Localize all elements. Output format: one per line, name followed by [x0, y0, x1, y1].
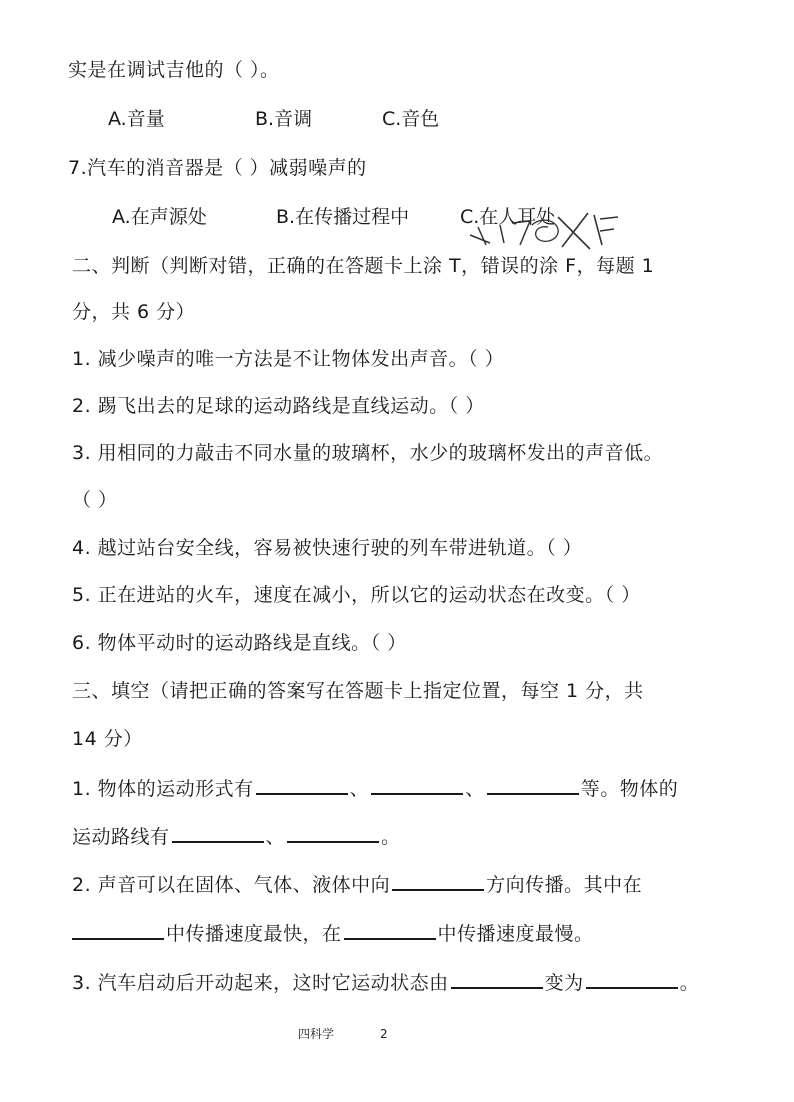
q7-option-b: B.在传播过程中 [276, 206, 410, 228]
q6-option-b: B.音调 [255, 108, 313, 130]
answer-blank [287, 823, 379, 843]
answer-blank [72, 920, 164, 940]
q7-option-a: A.在声源处 [112, 206, 207, 228]
answer-blank [487, 775, 579, 795]
fill-q3-text-mid: 变为 [544, 972, 584, 994]
separator: 、 [465, 778, 485, 800]
judge-item-paren: （ ） [72, 489, 118, 511]
answer-blank [172, 823, 264, 843]
period: 。 [679, 972, 700, 994]
handwriting-scribble [460, 205, 640, 255]
footer-subject: 四科学 [298, 1027, 335, 1041]
answer-blank [586, 969, 678, 989]
answer-blank [392, 871, 484, 891]
answer-blank [451, 969, 543, 989]
judge-heading: 二、判断（判断对错，正确的在答题卡上涂 T，错误的涂 F，每题 1 [72, 255, 655, 277]
separator: 、 [265, 826, 286, 848]
fill-heading-cont: 14 分） [72, 728, 143, 750]
fill-q1-text-end: 等。物体的 [580, 778, 679, 800]
judge-item: 2. 踢飞出去的足球的运动路线是直线运动。（ ） [72, 395, 485, 417]
page-number: 2 [380, 1027, 388, 1041]
fill-q2-line1 [72, 871, 642, 897]
q6-option-a: A.音量 [108, 108, 165, 130]
fill-q3-text: 3. 汽车启动后开动起来，这时它运动状态由 [72, 972, 449, 994]
period: 。 [381, 826, 401, 848]
fill-q2-text: 2. 声音可以在固体、气体、液体中向 [72, 874, 391, 896]
fill-q3-line [72, 969, 699, 995]
judge-item: 3. 用相同的力敲击不同水量的玻璃杯，水少的玻璃杯发出的声音低。 [72, 442, 664, 464]
fill-q1-text-cont: 运动路线有 [72, 826, 170, 848]
q7-option-c: C.在人耳处 [460, 206, 556, 228]
fill-q2-text-end: 中传播速度最慢。 [437, 923, 594, 945]
answer-blank [344, 920, 436, 940]
separator: 、 [349, 778, 370, 800]
judge-item: 4. 越过站台安全线，容易被快速行驶的列车带进轨道。（ ） [72, 537, 583, 559]
q7-stem: 7.汽车的消音器是（ ）减弱噪声的 [68, 157, 367, 179]
judge-item: 6. 物体平动时的运动路线是直线。（ ） [72, 632, 407, 654]
answer-blank [371, 775, 463, 795]
fill-q1-text: 1. 物体的运动形式有 [72, 778, 254, 800]
judge-item: 5. 正在进站的火车，速度在减小，所以它的运动状态在改变。（ ） [72, 584, 641, 606]
fill-q2-line2 [72, 920, 594, 946]
q6-option-c: C.音色 [382, 108, 440, 130]
judge-item: 1. 减少噪声的唯一方法是不让物体发出声音。（ ） [72, 348, 505, 370]
fill-q1-line1 [72, 775, 678, 801]
fill-q1-line2 [72, 823, 401, 849]
q6-tail: 实是在调试吉他的（ ）。 [68, 59, 280, 81]
fill-heading: 三、填空（请把正确的答案写在答题卡上指定位置，每空 1 分，共 [72, 680, 644, 702]
answer-blank [256, 775, 348, 795]
judge-heading-cont: 分，共 6 分） [72, 301, 196, 323]
fill-q2-text-cont: 中传播速度最快，在 [166, 923, 342, 945]
fill-q2-text-mid: 方向传播。其中在 [486, 874, 643, 896]
